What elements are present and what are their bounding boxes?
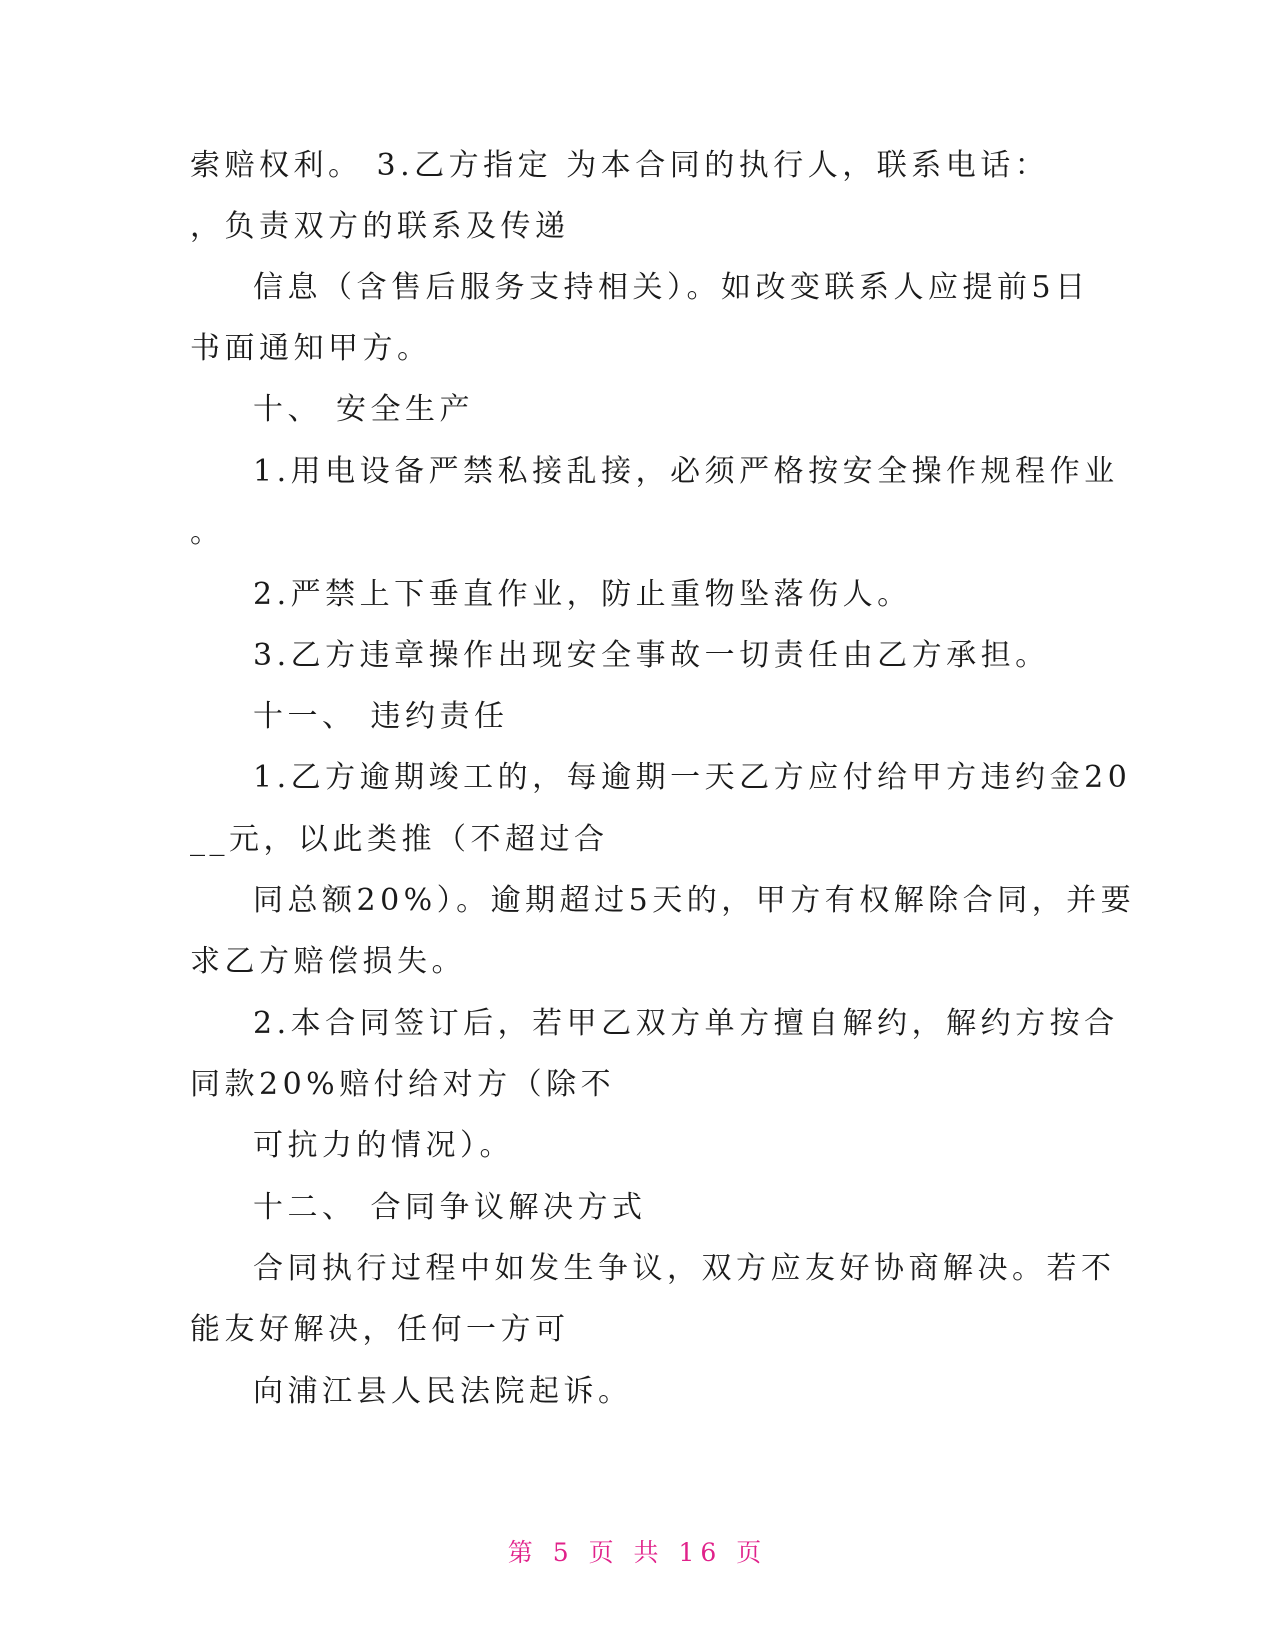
body-line: 求乙方赔偿损失。 — [190, 944, 466, 979]
body-line: 同总额20%）。逾期超过5天的，甲方有权解除合同，并要 — [253, 883, 1136, 918]
body-line: 3.乙方违章操作出现安全事故一切责任由乙方承担。 — [253, 638, 1050, 673]
body-line: __元，以此类推（不超过合 — [190, 822, 609, 857]
body-line: 1.用电设备严禁私接乱接，必须严格按安全操作规程作业 — [253, 454, 1119, 489]
body-line: 。 — [190, 515, 225, 550]
body-line: 能友好解决，任何一方可 — [190, 1312, 570, 1347]
body-line: 可抗力的情况）。 — [253, 1128, 514, 1163]
section-heading: 十二、 合同争议解决方式 — [253, 1190, 647, 1225]
page-number-footer: 第 5 页 共 16 页 — [507, 1538, 768, 1567]
body-line: 索赔权利。 3.乙方指定 为本合同的执行人，联系电话： — [190, 148, 1050, 183]
section-heading: 十一、 违约责任 — [253, 699, 509, 734]
body-line: 2.本合同签订后，若甲乙双方单方擅自解约，解约方按合 — [253, 1006, 1119, 1041]
body-line: 书面通知甲方。 — [190, 331, 432, 366]
body-line: 2.严禁上下垂直作业，防止重物坠落伤人。 — [253, 577, 912, 612]
body-line: ，负责双方的联系及传递 — [190, 209, 570, 244]
body-line: 同款20%赔付给对方（除不 — [190, 1067, 616, 1102]
section-heading: 十、 安全生产 — [253, 392, 475, 427]
body-line: 合同执行过程中如发生争议，双方应友好协商解决。若不 — [253, 1251, 1116, 1286]
body-line: 1.乙方逾期竣工的，每逾期一天乙方应付给甲方违约金20 — [253, 760, 1132, 795]
body-line: 向浦江县人民法院起诉。 — [253, 1374, 633, 1409]
body-line: 信息（含售后服务支持相关）。如改变联系人应提前5日 — [253, 270, 1090, 305]
